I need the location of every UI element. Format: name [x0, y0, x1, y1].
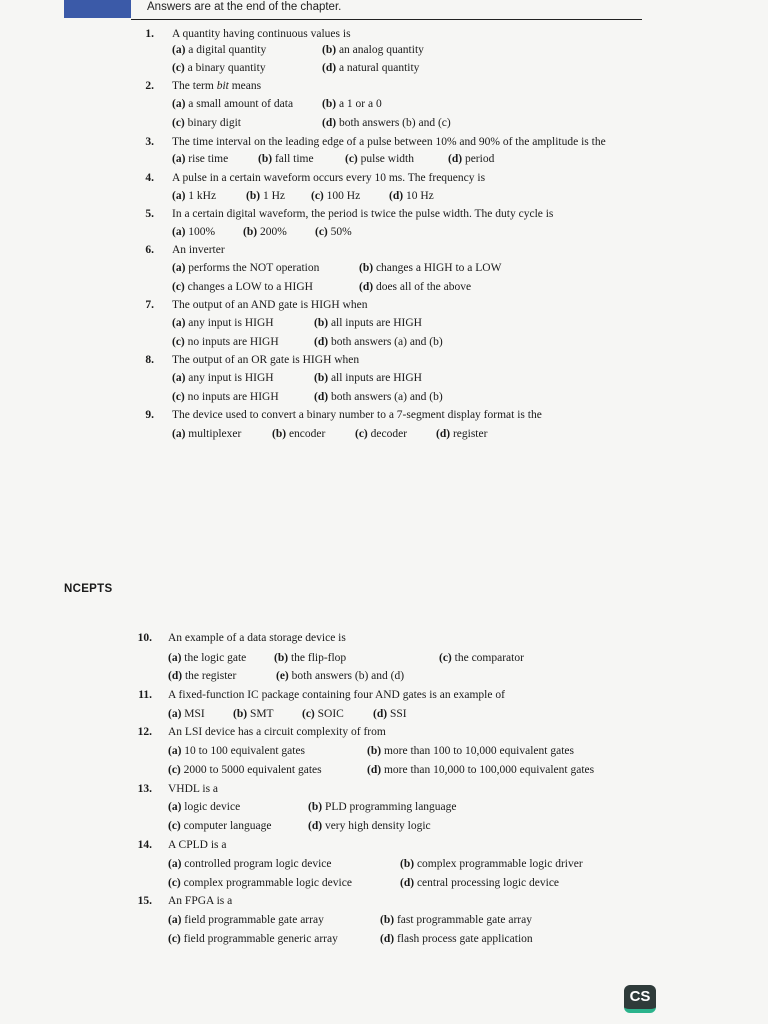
answer-option-letter: (c)	[311, 190, 324, 202]
answer-option	[168, 652, 246, 664]
answer-option-letter: (c)	[168, 820, 181, 832]
answer-option-letter: (a)	[172, 317, 186, 329]
answer-option-letter: (c)	[172, 391, 185, 403]
answer-option-letter: (d)	[314, 391, 329, 403]
answer-option-text: 2000 to 5000 equivalent gates	[183, 764, 322, 776]
answer-option-letter: (c)	[172, 117, 185, 129]
question-number: 11.	[138, 689, 152, 701]
answer-option	[314, 391, 443, 403]
answer-option	[355, 428, 407, 440]
answer-option-letter: (b)	[314, 317, 329, 329]
answer-option	[322, 98, 382, 110]
question-text: A pulse in a certain waveform occurs every 10 ms. The frequency is	[172, 172, 486, 184]
answer-option-letter: (c)	[315, 226, 328, 238]
answer-option-text: a binary quantity	[187, 62, 266, 74]
answer-option	[172, 391, 279, 403]
answer-option	[308, 801, 457, 813]
answer-option	[243, 226, 287, 238]
question-number: 7.	[145, 299, 154, 311]
answer-option-text: multiplexer	[188, 428, 242, 440]
answer-option-text: MSI	[184, 708, 205, 720]
answer-option	[314, 372, 422, 384]
answer-option	[172, 190, 216, 202]
question-number: 12.	[137, 726, 152, 738]
answer-option-text: changes a HIGH to a LOW	[375, 262, 502, 274]
answer-option	[322, 62, 419, 74]
answer-option-text: the logic gate	[184, 652, 247, 664]
answer-option-text: no inputs are HIGH	[187, 336, 279, 348]
answer-option-letter: (b)	[400, 858, 415, 870]
answer-option-text: both answers (a) and (b)	[330, 336, 443, 348]
answer-option-letter: (d)	[359, 281, 374, 293]
answer-option-text: flash process gate application	[396, 933, 533, 945]
answer-option	[373, 708, 407, 720]
answer-option-text: more than 100 to 10,000 equivalent gates	[383, 745, 574, 757]
answer-option-text: field programmable generic array	[183, 933, 338, 945]
answer-option	[172, 317, 274, 329]
answer-option-text: a natural quantity	[338, 62, 420, 74]
answer-option-text: 10 to 100 equivalent gates	[184, 745, 306, 757]
answer-option-text: very high density logic	[324, 820, 431, 832]
answer-option-letter: (b)	[367, 745, 382, 757]
answer-option	[359, 281, 471, 293]
answer-option-letter: (a)	[168, 858, 182, 870]
answer-option	[168, 745, 305, 757]
answer-option	[322, 44, 424, 56]
answer-option-letter: (c)	[345, 153, 358, 165]
answer-option	[359, 262, 501, 274]
answer-option	[345, 153, 414, 165]
answer-option	[276, 670, 404, 682]
answer-option	[172, 281, 313, 293]
question-number: 4.	[145, 172, 154, 184]
answer-option	[172, 62, 266, 74]
answer-option-letter: (b)	[258, 153, 273, 165]
question-text: The device used to convert a binary number to a 7-segment display format is the	[172, 409, 542, 421]
answer-option	[314, 317, 422, 329]
answer-option-letter: (b)	[380, 914, 395, 926]
answer-option-letter: (d)	[308, 820, 323, 832]
answer-option-text: PLD programming language	[324, 801, 457, 813]
answer-option-text: fast programmable gate array	[396, 914, 532, 926]
answer-option-letter: (c)	[439, 652, 452, 664]
answer-option	[168, 858, 332, 870]
answer-option	[172, 428, 241, 440]
answer-option-letter: (b)	[322, 44, 337, 56]
answer-option	[322, 117, 451, 129]
question-text: A quantity having continuous values is	[172, 28, 351, 40]
answer-option-text: changes a LOW to a HIGH	[187, 281, 313, 293]
answer-option	[311, 190, 360, 202]
answer-option	[258, 153, 314, 165]
answer-option	[448, 153, 494, 165]
answer-option-text: performs the NOT operation	[188, 262, 320, 274]
answer-option	[367, 764, 594, 776]
answer-option-text: no inputs are HIGH	[187, 391, 279, 403]
answer-option	[246, 190, 285, 202]
answer-option	[400, 858, 583, 870]
answer-option	[168, 820, 271, 832]
answer-option-text: a small amount of data	[188, 98, 294, 110]
answer-option-text: 10 Hz	[405, 190, 434, 202]
answer-option-letter: (c)	[302, 708, 315, 720]
answer-option	[172, 372, 274, 384]
answer-option-letter: (a)	[172, 262, 186, 274]
answer-option-letter: (a)	[172, 98, 186, 110]
question-text: The time interval on the leading edge of a pulse between 10% and 90% of the amplitude is the	[172, 136, 606, 148]
answer-option-text: complex programmable logic driver	[416, 858, 583, 870]
answer-option-letter: (d)	[448, 153, 463, 165]
answer-option-text: controlled program logic device	[184, 858, 332, 870]
answer-option-letter: (c)	[168, 933, 181, 945]
question-text: An inverter	[172, 244, 225, 256]
answer-option	[172, 262, 319, 274]
answer-option	[274, 652, 346, 664]
question-number: 14.	[137, 839, 152, 851]
answer-option-letter: (a)	[168, 914, 182, 926]
answer-option-text: all inputs are HIGH	[330, 317, 422, 329]
answer-option-text: 1 kHz	[188, 190, 217, 202]
answer-option-letter: (d)	[389, 190, 404, 202]
answer-option	[314, 336, 443, 348]
answer-option-letter: (d)	[436, 428, 451, 440]
answer-option-text: central processing logic device	[416, 877, 560, 889]
question-number: 2.	[145, 80, 154, 92]
answer-option-text: register	[452, 428, 488, 440]
answer-option-text: 100 Hz	[326, 190, 361, 202]
answer-option	[168, 670, 236, 682]
answer-option-letter: (d)	[367, 764, 382, 776]
question-text-part: means	[228, 80, 262, 92]
question-number: 1.	[145, 28, 154, 40]
answer-option	[439, 652, 524, 664]
question-text: The output of an AND gate is HIGH when	[172, 299, 368, 311]
answer-option-text: computer language	[183, 820, 272, 832]
answer-option-letter: (e)	[276, 670, 289, 682]
answer-option	[233, 708, 274, 720]
question-number: 6.	[145, 244, 154, 256]
question-text	[172, 80, 261, 92]
answer-option-letter: (d)	[322, 117, 337, 129]
answer-option	[380, 914, 532, 926]
answer-option-text: 200%	[259, 226, 287, 238]
answer-option-letter: (b)	[308, 801, 323, 813]
answer-option	[272, 428, 325, 440]
answer-option	[400, 877, 559, 889]
answer-option-text: 1 Hz	[262, 190, 285, 202]
answer-option-letter: (d)	[322, 62, 337, 74]
answer-option-text: SSI	[389, 708, 407, 720]
answer-option	[168, 708, 205, 720]
answer-option-letter: (d)	[373, 708, 388, 720]
answer-option-text: pulse width	[360, 153, 414, 165]
answer-option	[168, 764, 322, 776]
answer-option-letter: (c)	[172, 336, 185, 348]
answer-option-letter: (b)	[272, 428, 287, 440]
question-number: 13.	[137, 783, 152, 795]
answer-option	[168, 914, 324, 926]
answer-option	[315, 226, 352, 238]
question-text: VHDL is a	[168, 783, 219, 795]
answer-option-letter: (a)	[172, 226, 186, 238]
answer-option-letter: (a)	[172, 44, 186, 56]
question-text: In a certain digital waveform, the period is twice the pulse width. The duty cycle is	[172, 208, 554, 220]
answer-option-text: fall time	[274, 153, 314, 165]
camscanner-logo: CS	[624, 985, 656, 1013]
answer-option-letter: (c)	[168, 764, 181, 776]
question-text-emphasis: bit	[216, 80, 229, 92]
answer-option-text: 100%	[188, 226, 216, 238]
answer-option-letter: (b)	[322, 98, 337, 110]
question-number: 3.	[145, 136, 154, 148]
answer-option-letter: (b)	[243, 226, 258, 238]
answer-option-text: both answers (b) and (d)	[291, 670, 405, 682]
answer-option	[168, 933, 338, 945]
answer-option-text: both answers (a) and (b)	[330, 391, 443, 403]
question-text: A CPLD is a	[168, 839, 227, 851]
answer-option-letter: (a)	[172, 428, 186, 440]
answer-option	[172, 226, 215, 238]
answer-option-letter: (c)	[172, 62, 185, 74]
question-number: 8.	[145, 354, 154, 366]
answer-option	[380, 933, 533, 945]
answer-option-letter: (d)	[314, 336, 329, 348]
answer-option-text: decoder	[370, 428, 408, 440]
answer-option	[389, 190, 434, 202]
answer-option	[367, 745, 574, 757]
answer-option-letter: (d)	[400, 877, 415, 889]
answer-option-letter: (c)	[355, 428, 368, 440]
answer-option	[172, 117, 241, 129]
question-text: A fixed-function IC package containing four AND gates is an example of	[168, 689, 505, 701]
answer-option-letter: (b)	[314, 372, 329, 384]
answer-option-text: the flip-flop	[290, 652, 347, 664]
answer-option-letter: (d)	[168, 670, 183, 682]
question-number: 15.	[137, 895, 152, 907]
question-text-part: The term	[172, 80, 217, 92]
answer-option-text: any input is HIGH	[188, 372, 274, 384]
answer-option-text: any input is HIGH	[188, 317, 274, 329]
question-text: An example of a data storage device is	[168, 632, 346, 644]
answer-option-text: all inputs are HIGH	[330, 372, 422, 384]
answer-option	[172, 44, 266, 56]
answer-option-text: rise time	[188, 153, 229, 165]
question-number: 5.	[145, 208, 154, 220]
answer-option-text: logic device	[184, 801, 241, 813]
answer-option-letter: (c)	[168, 877, 181, 889]
answer-option-letter: (a)	[168, 652, 182, 664]
answer-option-text: does all of the above	[375, 281, 472, 293]
answer-option-letter: (a)	[172, 372, 186, 384]
answer-option-text: a 1 or a 0	[338, 98, 382, 110]
answer-option-letter: (b)	[274, 652, 289, 664]
answer-option	[168, 877, 352, 889]
header-rule	[131, 19, 642, 20]
answer-option-letter: (b)	[233, 708, 248, 720]
question-text: An FPGA is a	[168, 895, 233, 907]
answer-option-letter: (a)	[168, 708, 182, 720]
header-text: Answers are at the end of the chapter.	[147, 1, 342, 13]
answer-option-text: an analog quantity	[338, 44, 424, 56]
answer-option-text: complex programmable logic device	[183, 877, 352, 889]
answer-option-text: 50%	[330, 226, 352, 238]
question-number: 10.	[137, 632, 152, 644]
answer-option-text: SMT	[249, 708, 274, 720]
answer-option-letter: (c)	[172, 281, 185, 293]
answer-option-letter: (a)	[172, 153, 186, 165]
answer-option	[308, 820, 431, 832]
answer-option-text: field programmable gate array	[184, 914, 324, 926]
answer-option-letter: (a)	[168, 801, 182, 813]
answer-option	[172, 336, 279, 348]
answer-option-text: binary digit	[187, 117, 241, 129]
answer-option-letter: (b)	[246, 190, 261, 202]
answer-option-text: a digital quantity	[188, 44, 267, 56]
chapter-color-tab	[64, 0, 131, 18]
answer-option	[436, 428, 487, 440]
answer-option-text: the comparator	[454, 652, 524, 664]
answer-option-text: more than 10,000 to 100,000 equivalent gates	[383, 764, 595, 776]
answer-option	[172, 153, 228, 165]
question-number: 9.	[145, 409, 154, 421]
answer-option	[168, 801, 240, 813]
answer-option-text: encoder	[288, 428, 326, 440]
question-text: The output of an OR gate is HIGH when	[172, 354, 360, 366]
answer-option-text: period	[464, 153, 495, 165]
answer-option-letter: (b)	[359, 262, 374, 274]
answer-option-text: both answers (b) and (c)	[338, 117, 451, 129]
answer-option-letter: (a)	[168, 745, 182, 757]
answer-option	[172, 98, 293, 110]
section-heading-fragment: NCEPTS	[64, 583, 113, 595]
answer-option-text: the register	[184, 670, 237, 682]
answer-option-letter: (d)	[380, 933, 395, 945]
answer-option-letter: (a)	[172, 190, 186, 202]
answer-option	[302, 708, 344, 720]
answer-option-text: SOIC	[317, 708, 344, 720]
question-text: An LSI device has a circuit complexity of from	[168, 726, 386, 738]
